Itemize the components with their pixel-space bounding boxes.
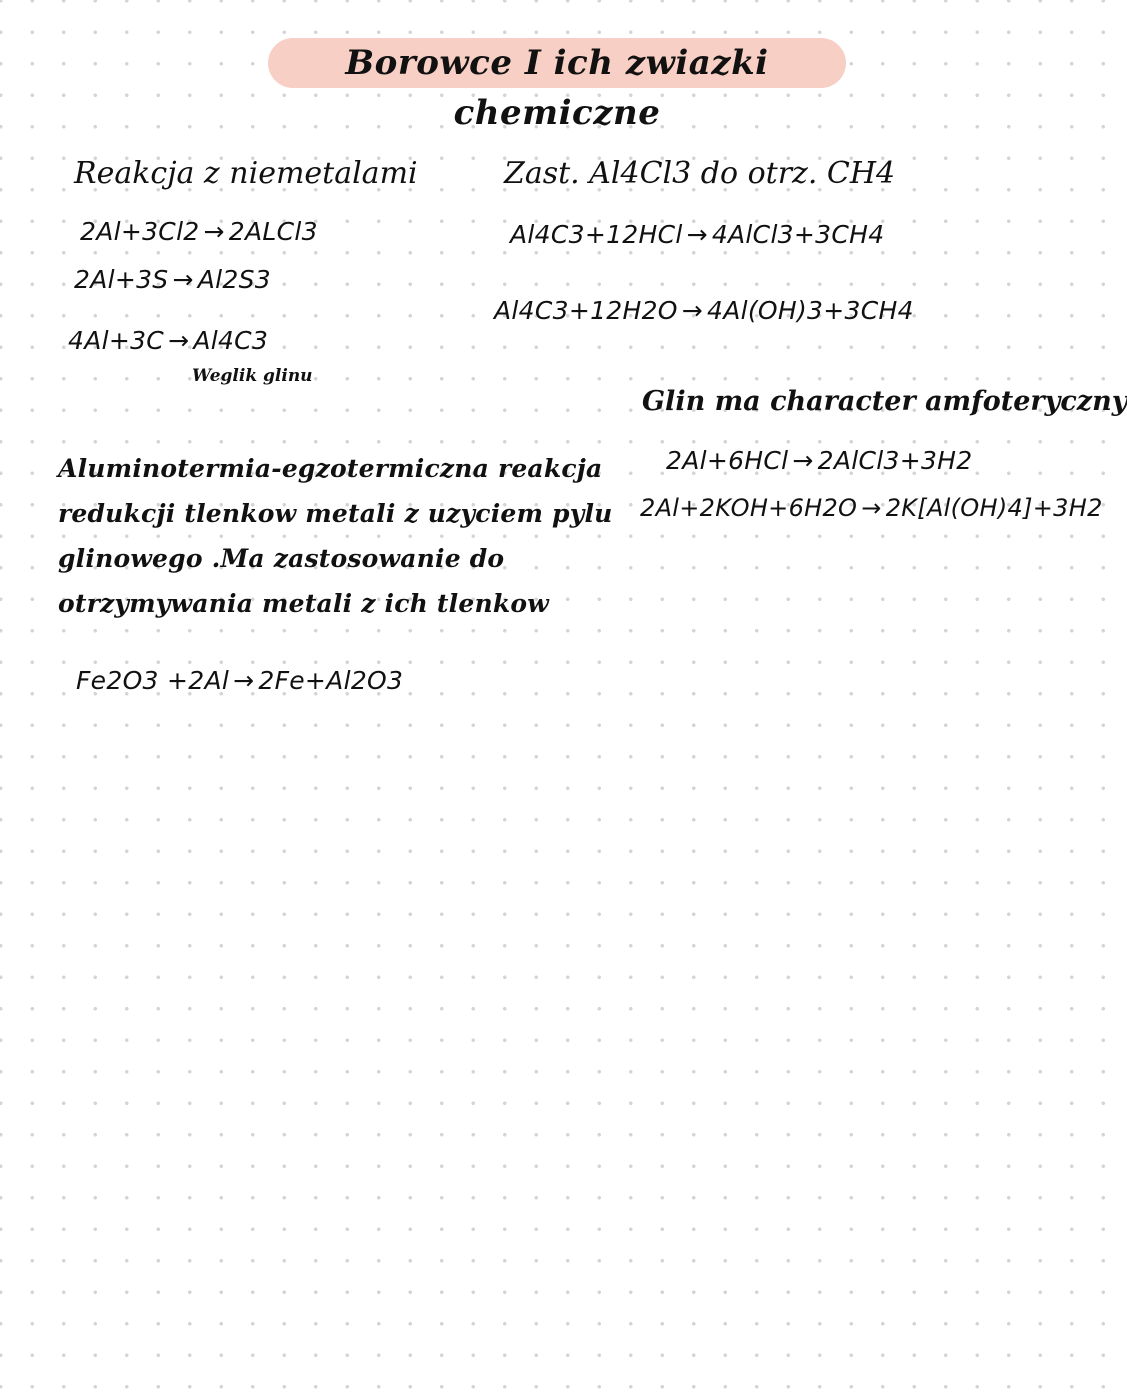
equation-lhs: 2Al+3S xyxy=(74,265,169,294)
arrow-icon: → xyxy=(233,666,255,695)
equation-lhs: Al4C3+12HCl xyxy=(510,220,683,249)
equation-al4c3 xyxy=(68,326,268,355)
equation-lhs: 2Al+2KOH+6H2O xyxy=(640,494,858,522)
arrow-icon: → xyxy=(686,220,708,249)
equation-lhs: 2Al+3Cl2 xyxy=(80,217,200,246)
arrow-icon: → xyxy=(861,494,882,522)
arrow-icon: → xyxy=(792,446,814,475)
equation-al-hcl xyxy=(666,446,973,475)
equation-lhs: 4Al+3C xyxy=(68,326,165,355)
arrow-icon: → xyxy=(168,326,190,355)
equation-alcl3 xyxy=(80,217,318,246)
heading-amphoteric: Glin ma character amfoteryczny xyxy=(642,386,1127,417)
heading-nonmetals: Reakcja z niemetalami xyxy=(74,156,418,191)
equation-rhs: 2ALCl3 xyxy=(228,217,318,246)
equation-rhs: Al2S3 xyxy=(197,265,271,294)
equation-rhs: Al4C3 xyxy=(193,326,269,355)
equation-al2s3 xyxy=(74,265,271,294)
equation-al-koh xyxy=(640,494,1103,522)
equation-rhs: 2Fe+Al2O3 xyxy=(258,666,404,695)
arrow-icon: → xyxy=(203,217,225,246)
equation-lhs: 2Al+6HCl xyxy=(666,446,789,475)
equation-lhs: Fe2O3 +2Al xyxy=(76,666,230,695)
equation-rhs: 4Al(OH)3+3CH4 xyxy=(707,296,914,325)
page-title: Borowce I ich zwiazki chemiczne xyxy=(345,43,769,133)
aluminothermy-description: Aluminotermia-egzotermiczna reakcja redukcji tlenkow metali z uzyciem pylu glinowego .Ma zastosowanie do otrzymywania metali z ich tlenkow xyxy=(58,454,613,618)
equation-rhs: 2K[Al(OH)4]+3H2 xyxy=(885,494,1103,522)
equation-lhs: Al4C3+12H2O xyxy=(494,296,678,325)
arrow-icon: → xyxy=(681,296,704,325)
heading-al4c3-use: Zast. Al4Cl3 do otrz. CH4 xyxy=(504,156,896,191)
equation-al4c3-hcl xyxy=(510,220,884,249)
equation-al4c3-h2o xyxy=(494,296,914,325)
equation-rhs: 2AlCl3+3H2 xyxy=(817,446,973,475)
arrow-icon: → xyxy=(172,265,194,294)
note-aluminium-carbide: Weglik glinu xyxy=(192,366,313,386)
equation-rhs: 4AlCl3+3CH4 xyxy=(711,220,885,249)
equation-thermite xyxy=(76,666,403,695)
